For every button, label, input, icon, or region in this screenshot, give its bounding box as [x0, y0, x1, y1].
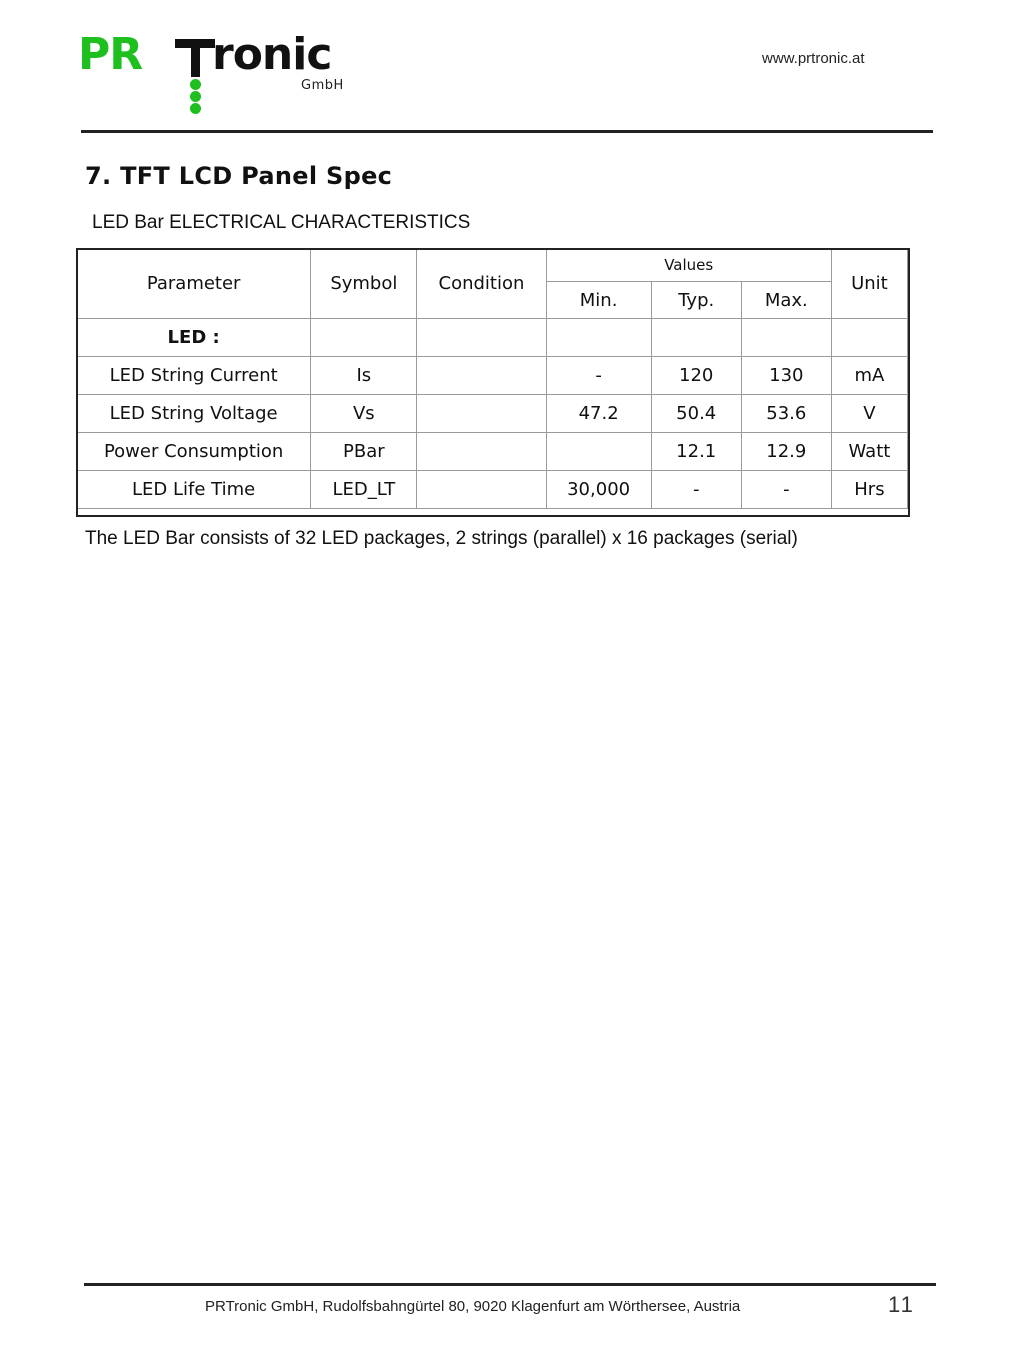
- cell-unit: V: [831, 395, 907, 433]
- cell-min: [546, 433, 651, 471]
- table-row: [77, 395, 908, 433]
- table-cell: [741, 319, 831, 357]
- logo-dot: [190, 79, 201, 90]
- website-url: www.prtronic.at: [762, 50, 865, 67]
- table-cell: [546, 319, 651, 357]
- header-symbol: Symbol: [311, 249, 417, 319]
- cell-max: -: [741, 471, 831, 509]
- cell-unit: Watt: [831, 433, 907, 471]
- header-unit: Unit: [831, 249, 907, 319]
- cell-condition: [417, 357, 546, 395]
- cell-unit: mA: [831, 357, 907, 395]
- logo-text-ronic: ronic: [212, 29, 332, 80]
- table-group-row: [77, 319, 908, 357]
- table-cell: [417, 319, 546, 357]
- page-number: 11: [888, 1292, 915, 1317]
- cell-parameter: LED Life Time: [77, 471, 311, 509]
- table-row: [77, 357, 908, 395]
- logo-t-stem: [191, 39, 200, 77]
- cell-max: 12.9: [741, 433, 831, 471]
- cell-typ: 120: [651, 357, 741, 395]
- header-min: Min.: [546, 282, 651, 319]
- cell-max: 130: [741, 357, 831, 395]
- cell-symbol: LED_LT: [311, 471, 417, 509]
- cell-parameter: LED String Voltage: [77, 395, 311, 433]
- logo-gmbh: GmbH: [301, 78, 344, 93]
- table-cell: [831, 319, 907, 357]
- header-values: Values: [546, 249, 831, 282]
- logo-dot: [190, 103, 201, 114]
- table-row: [77, 471, 908, 509]
- header-parameter: Parameter: [77, 249, 311, 319]
- cell-condition: [417, 395, 546, 433]
- cell-symbol: Is: [311, 357, 417, 395]
- cell-unit: Hrs: [831, 471, 907, 509]
- table-row: [77, 433, 908, 471]
- table-cell: [651, 319, 741, 357]
- cell-symbol: PBar: [311, 433, 417, 471]
- table-caption: LED Bar ELECTRICAL CHARACTERISTICS: [92, 212, 471, 233]
- cell-min: -: [546, 357, 651, 395]
- table-note: The LED Bar consists of 32 LED packages, 2 strings (parallel) x 16 packages (serial): [85, 528, 798, 549]
- table-cell: [311, 319, 417, 357]
- company-logo: [78, 30, 368, 114]
- cell-min: 30,000: [546, 471, 651, 509]
- cell-parameter: Power Consumption: [77, 433, 311, 471]
- led-bar-spec-table: [76, 248, 908, 509]
- cell-symbol: Vs: [311, 395, 417, 433]
- cell-typ: -: [651, 471, 741, 509]
- header-typ: Typ.: [651, 282, 741, 319]
- section-title: 7. TFT LCD Panel Spec: [85, 162, 393, 190]
- cell-condition: [417, 471, 546, 509]
- header-max: Max.: [741, 282, 831, 319]
- header-divider: [81, 130, 933, 133]
- footer-address: PRTronic GmbH, Rudolfsbahngürtel 80, 9020 Klagenfurt am Wörthersee, Austria: [205, 1298, 741, 1315]
- cell-parameter: LED String Current: [77, 357, 311, 395]
- logo-dot: [190, 91, 201, 102]
- logo-text-pr: PR: [78, 29, 143, 80]
- cell-typ: 50.4: [651, 395, 741, 433]
- cell-max: 53.6: [741, 395, 831, 433]
- cell-typ: 12.1: [651, 433, 741, 471]
- cell-condition: [417, 433, 546, 471]
- footer-divider: [84, 1283, 936, 1286]
- header-condition: Condition: [417, 249, 546, 319]
- group-label: LED :: [77, 319, 311, 357]
- cell-min: 47.2: [546, 395, 651, 433]
